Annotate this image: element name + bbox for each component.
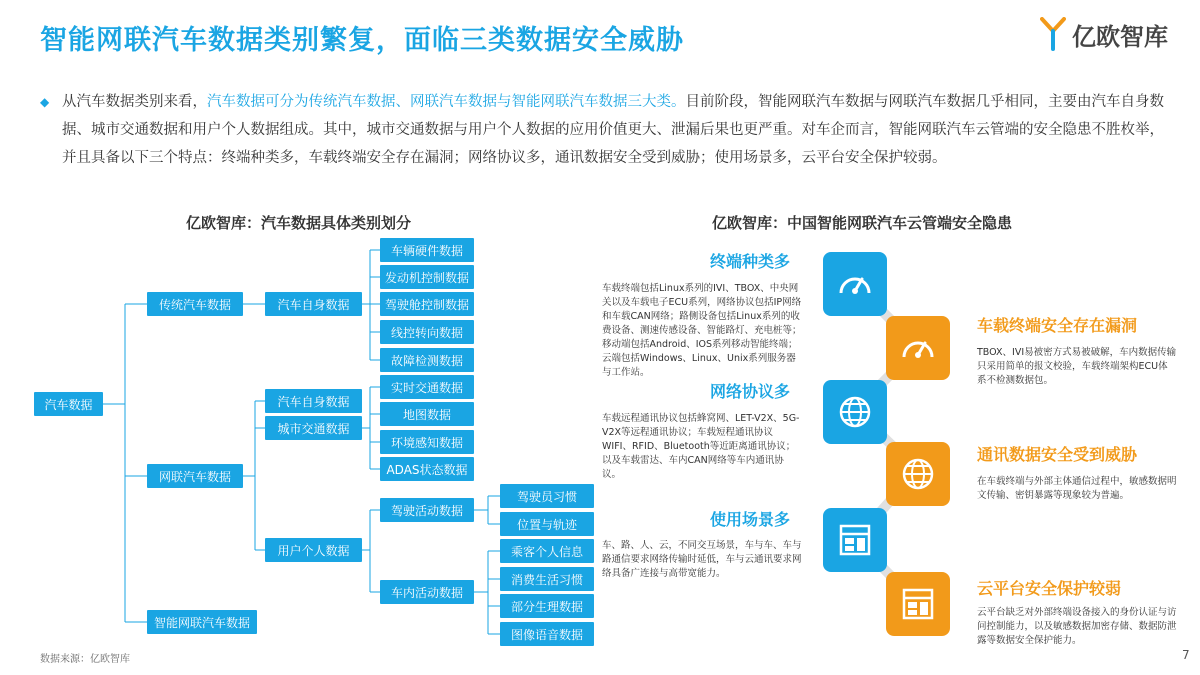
tree-leaf-consumption: 消费生活习惯 [500,567,594,591]
dashboard-panel-icon [836,521,874,559]
tree-leaf-adas: ADAS状态数据 [380,457,474,481]
risk-text-cloud: 云平台缺乏对外部终端设备接入的身份认证与访问控制能力，以及敏感数据加密存储、数据防泄露等数据安全保护能力。 [977,607,1177,646]
tree-leaf-passenger-info: 乘客个人信息 [500,539,594,563]
section-title-terminals: 终端种类多 [710,252,791,271]
tree-node-city: 城市交通数据 [265,416,362,440]
tree-leaf-map: 地图数据 [380,402,474,426]
tree-leaf-fault: 故障检测数据 [380,348,474,372]
risk-text-comm: 在车载终端与外部主体通信过程中，敏感数据明文传输、密钥暴露等现象较为普遍。 [977,476,1177,501]
tree-node-user: 用户个人数据 [265,538,362,562]
tree-node-car-self-2: 汽车自身数据 [265,389,362,413]
risk-chart-title: 亿欧智库：中国智能网联汽车云管端安全隐患 [712,214,1013,232]
section-text-terminals: 车载终端包括Linux系列的IVI、TBOX、中央网关以及车载电子ECU系列，网络协议包括IP网络和车载CAN网络；路侧设备包括Linux系列的收费设备、测速传感设备、智能路灯、充电桩等；移动端包括Android、IOS系列移动智能终端；云端包括Windows、Linux、Unix系列服务器与工作站。 [602,283,802,378]
section-title-scenarios: 使用场景多 [710,510,791,529]
tree-node-incar-activity: 车内活动数据 [380,580,474,604]
page-number: 7 [1182,648,1190,662]
tree-leaf-location: 位置与轨迹 [500,512,594,536]
logo-icon [1040,17,1066,51]
tree-leaf-cockpit: 驾驶舱控制数据 [380,292,474,316]
scenarios-icon-box [823,508,887,572]
tree-leaf-driver-habit: 驾驶员习惯 [500,484,594,508]
globe-icon [836,393,874,431]
risk-text-terminal: TBOX、IVI易被密方式易被破解，车内数据传输只采用简单的报文校验，车载终端架构ECU体系不检测数据包。 [977,347,1177,386]
tree-chart-title: 亿欧智库：汽车数据具体类别划分 [186,214,412,232]
section-text-protocols: 车载远程通讯协议包括蜂窝网、LET-V2X、5G-V2X等远程通讯协议；车载短程通讯协议WIFI、RFID、Bluetooth等近距离通讯协议；以及车载雷达、车内CAN网络等车内通讯协议。 [602,413,800,480]
tree-node-driving-activity: 驾驶活动数据 [380,498,474,522]
speedometer-icon [836,265,874,303]
speedometer-icon [899,329,937,367]
tree-leaf-physiological: 部分生理数据 [500,594,594,618]
section-title-protocols: 网络协议多 [710,382,791,401]
logo-text: 亿欧智库 [1072,22,1168,51]
terminals-icon-box [823,252,887,316]
comm-risk-icon-box [886,442,950,506]
tree-leaf-env-sensing: 环境感知数据 [380,430,474,454]
risk-title-cloud: 云平台安全保护较弱 [977,579,1122,598]
tree-node-connected: 网联汽车数据 [147,464,243,488]
tree-leaf-realtime-traffic: 实时交通数据 [380,375,474,399]
page-title: 智能网联汽车数据类别繁复，面临三类数据安全威胁 [40,25,684,56]
globe-icon [899,455,937,493]
protocols-icon-box [823,380,887,444]
risk-title-terminal: 车载终端安全存在漏洞 [977,316,1138,335]
intro-part1: 从汽车数据类别来看， [62,94,207,110]
cloud-risk-icon-box [886,572,950,636]
tree-leaf-image-voice: 图像语音数据 [500,622,594,646]
section-text-scenarios: 车、路、人、云，不同交互场景，车与车、车与路通信要求网络传输时延低，车与云通讯要求网络具备广连接与高带宽能力。 [602,540,802,579]
dashboard-panel-icon [899,585,937,623]
tree-leaf-steering: 线控转向数据 [380,320,474,344]
tree-leaf-hardware: 车辆硬件数据 [380,238,474,262]
tree-node-car-self-1: 汽车自身数据 [265,292,362,316]
intro-part2: 目前阶段，智能网联汽车数据与网联汽车数据几乎相同，主要由汽车自身数据、城市交通数据和用户个人数据组成。其中，城市交通数据与用户个人数据的应用价值更大、泄漏后果也更严重。对车企而言，智能网联汽车云管端的安全隐患不胜枚举，并且具备以下三个特点：终端种类多，车载终端安全存在漏洞；网络协议多，通讯数据安全受到威胁；使用场景多，云平台安全保护较弱。 [62,94,1164,166]
tree-root-node: 汽车数据 [34,392,103,416]
data-source: 数据来源：亿欧智库 [40,654,130,665]
tree-leaf-engine: 发动机控制数据 [380,265,474,289]
risk-title-comm: 通讯数据安全受到威胁 [977,445,1138,464]
diamond-bullet-icon: ◆ [40,95,50,109]
tree-node-intelligent: 智能网联汽车数据 [147,610,257,634]
logo [1040,14,1168,54]
intro-paragraph [40,88,1170,172]
tree-node-traditional: 传统汽车数据 [147,292,243,316]
intro-highlight: 汽车数据可分为传统汽车数据、网联汽车数据与智能网联汽车数据三大类。 [207,94,686,110]
terminal-risk-icon-box [886,316,950,380]
